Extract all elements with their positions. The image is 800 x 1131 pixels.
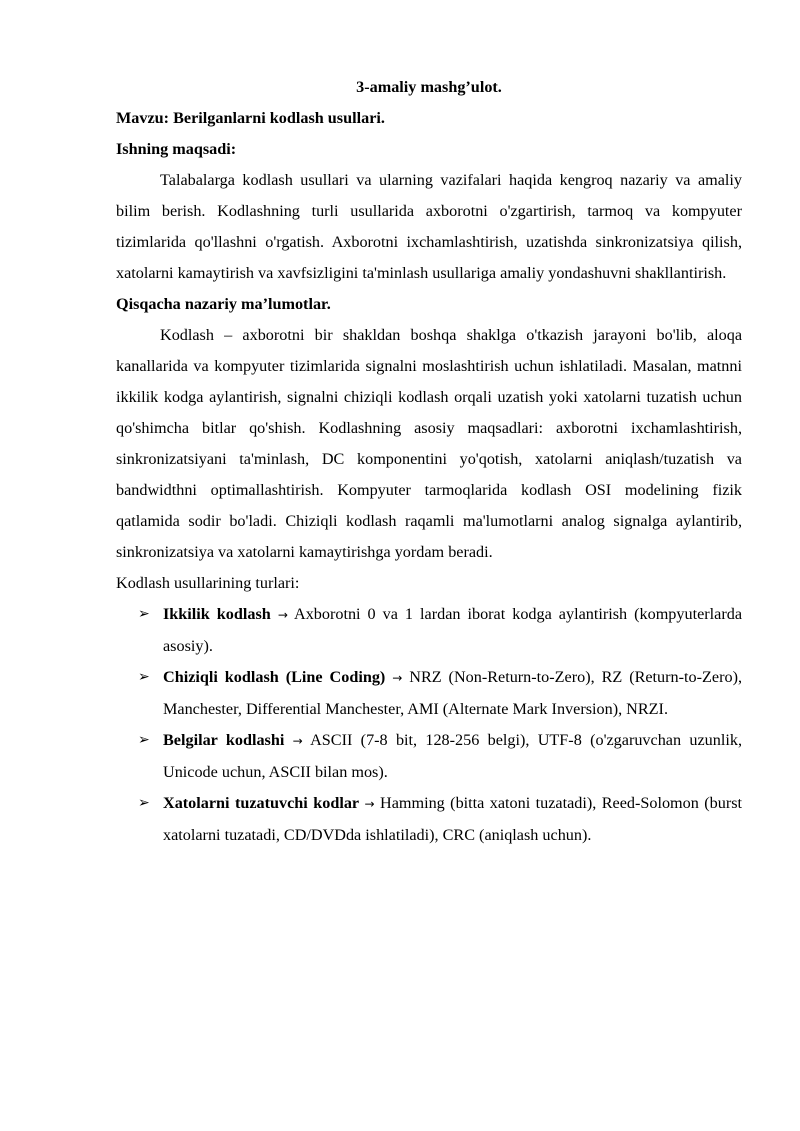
theory-heading: Qisqacha nazariy ma’lumotlar. [116, 295, 331, 313]
list-item-description: NRZ (Non-Return-to-Zero), RZ (Return-to-Zero), Manchester, Differential Manchester, AMI (Alternate Mark Inversion), NRZI. [163, 668, 743, 718]
right-arrow-icon: → [364, 797, 375, 811]
list-item-description: Hamming (bitta xatoni tuzatadi), Reed-Solomon (burst xatolarni tuzatadi, CD/DVDda ishlatiladi), CRC (aniqlash uchun). [163, 794, 743, 844]
theory-paragraph: Kodlash – axborotni bir shakldan boshqa shaklga o'tkazish jarayoni bo'lib, aloqa kanallarida va kompyuter tizimlarida signalni moslashtirish uchun ishlatiladi. Masalan, matnni ikkilik kodga aylantirish, signalni chiziqli kodlash orqali uzatish yoki xatolarni tuzatish uchun qo'shimcha bitlar qo'shish. Kodlashning asosiy maqsadlari: axborotni ixchamlashtirish, sinkronizatsiyani ta'minlash, DC komponentini yo'qotish, xatolarni aniqlash/tuzatish va bandwidthni optimallashtirish. Kompyuter tarmoqlarida kodlash OSI modelining fizik qatlamida sodir bo'ladi. Chiziqli kodlash raqamli ma'lumotlarni analog signalga aylantirib, sinkronizatsiya va xatolarni kamaytirishga yordam beradi. [116, 326, 742, 561]
document-page [116, 72, 742, 851]
types-intro: Kodlash usullarining turlari: [116, 574, 300, 592]
list-item-term: Ikkilik kodlash [163, 605, 271, 623]
list-item [138, 788, 743, 851]
list-item [138, 662, 743, 725]
list-item [138, 599, 743, 662]
document-title: 3-amaliy mashg’ulot. [356, 78, 502, 96]
list-item [138, 725, 742, 788]
aim-paragraph: Talabalarga kodlash usullari va ularning vazifalari haqida kengroq nazariy va amaliy bilim berish. Kodlashning turli usullarida axborotni o'zgartirish, tarmoq va kompyuter tizimlarida qo'llashni o'rgatish. Axborotni ixchamlashtirish, uzatishda sinkronizatsiya qilish, xatolarni kamaytirish va xavfsizligini ta'minlash usullariga amaliy yondashuvni shakllantirish. [116, 171, 742, 282]
right-arrow-icon: → [392, 671, 403, 685]
list-item-description: ASCII (7-8 bit, 128-256 belgi), UTF-8 (o'zgaruvchan uzunlik, Unicode uchun, ASCII bilan mos). [163, 731, 742, 781]
arrowhead-bullet-icon: ➢ [138, 795, 150, 811]
list-item-description: Axborotni 0 va 1 lardan iborat kodga aylantirish (kompyuterlarda asosiy). [163, 605, 743, 655]
list-item-term: Chiziqli kodlash (Line Coding) [163, 668, 386, 686]
arrowhead-bullet-icon: ➢ [138, 606, 150, 622]
coding-types-list [116, 599, 742, 851]
list-item-term: Xatolarni tuzatuvchi kodlar [163, 794, 360, 812]
right-arrow-icon: → [277, 608, 288, 622]
aim-heading: Ishning maqsadi: [116, 140, 237, 158]
arrowhead-bullet-icon: ➢ [138, 669, 150, 685]
arrowhead-bullet-icon: ➢ [138, 732, 150, 748]
topic-heading: Mavzu: Berilganlarni kodlash usullari. [116, 109, 385, 127]
right-arrow-icon: → [292, 734, 303, 748]
list-item-term: Belgilar kodlashi [163, 731, 285, 749]
